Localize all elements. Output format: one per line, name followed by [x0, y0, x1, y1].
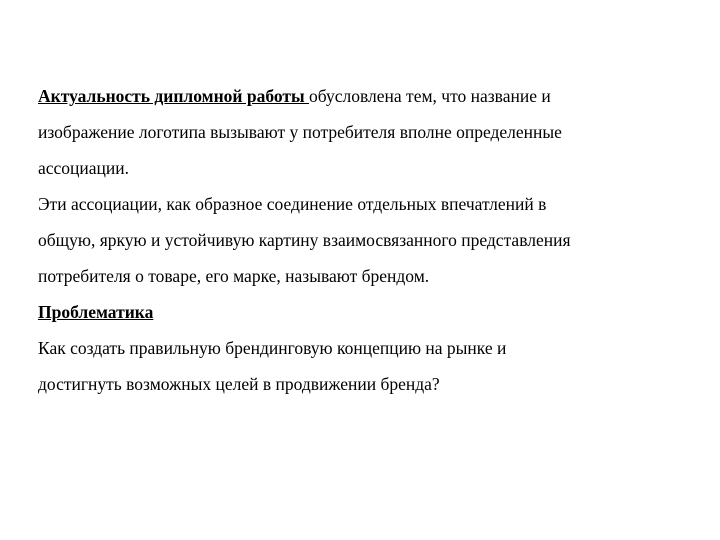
intro-line-1 — [38, 78, 688, 114]
definition-line-2: общую, яркую и устойчивую картину взаимосвязанного представления — [38, 230, 571, 250]
problem-line-1: Как создать правильную брендинговую концепцию на рынке и — [38, 338, 507, 358]
text-block — [38, 78, 688, 402]
definition-line-3: потребителя о товаре, его марке, называют брендом. — [38, 266, 430, 286]
definition-line-1: Эти ассоциации, как образное соединение отдельных впечатлений в — [38, 194, 547, 214]
intro-line-1-rest: обусловлена тем, что название и — [309, 86, 551, 106]
relevance-heading: Актуальность дипломной работы — [38, 86, 310, 106]
problem-line-2: достигнуть возможных целей в продвижении бренда? — [38, 374, 440, 394]
problem-heading: Проблематика — [38, 302, 154, 322]
intro-line-2: изображение логотипа вызывают у потребителя вполне определенные — [38, 122, 562, 142]
intro-line-3: ассоциации. — [38, 158, 130, 178]
